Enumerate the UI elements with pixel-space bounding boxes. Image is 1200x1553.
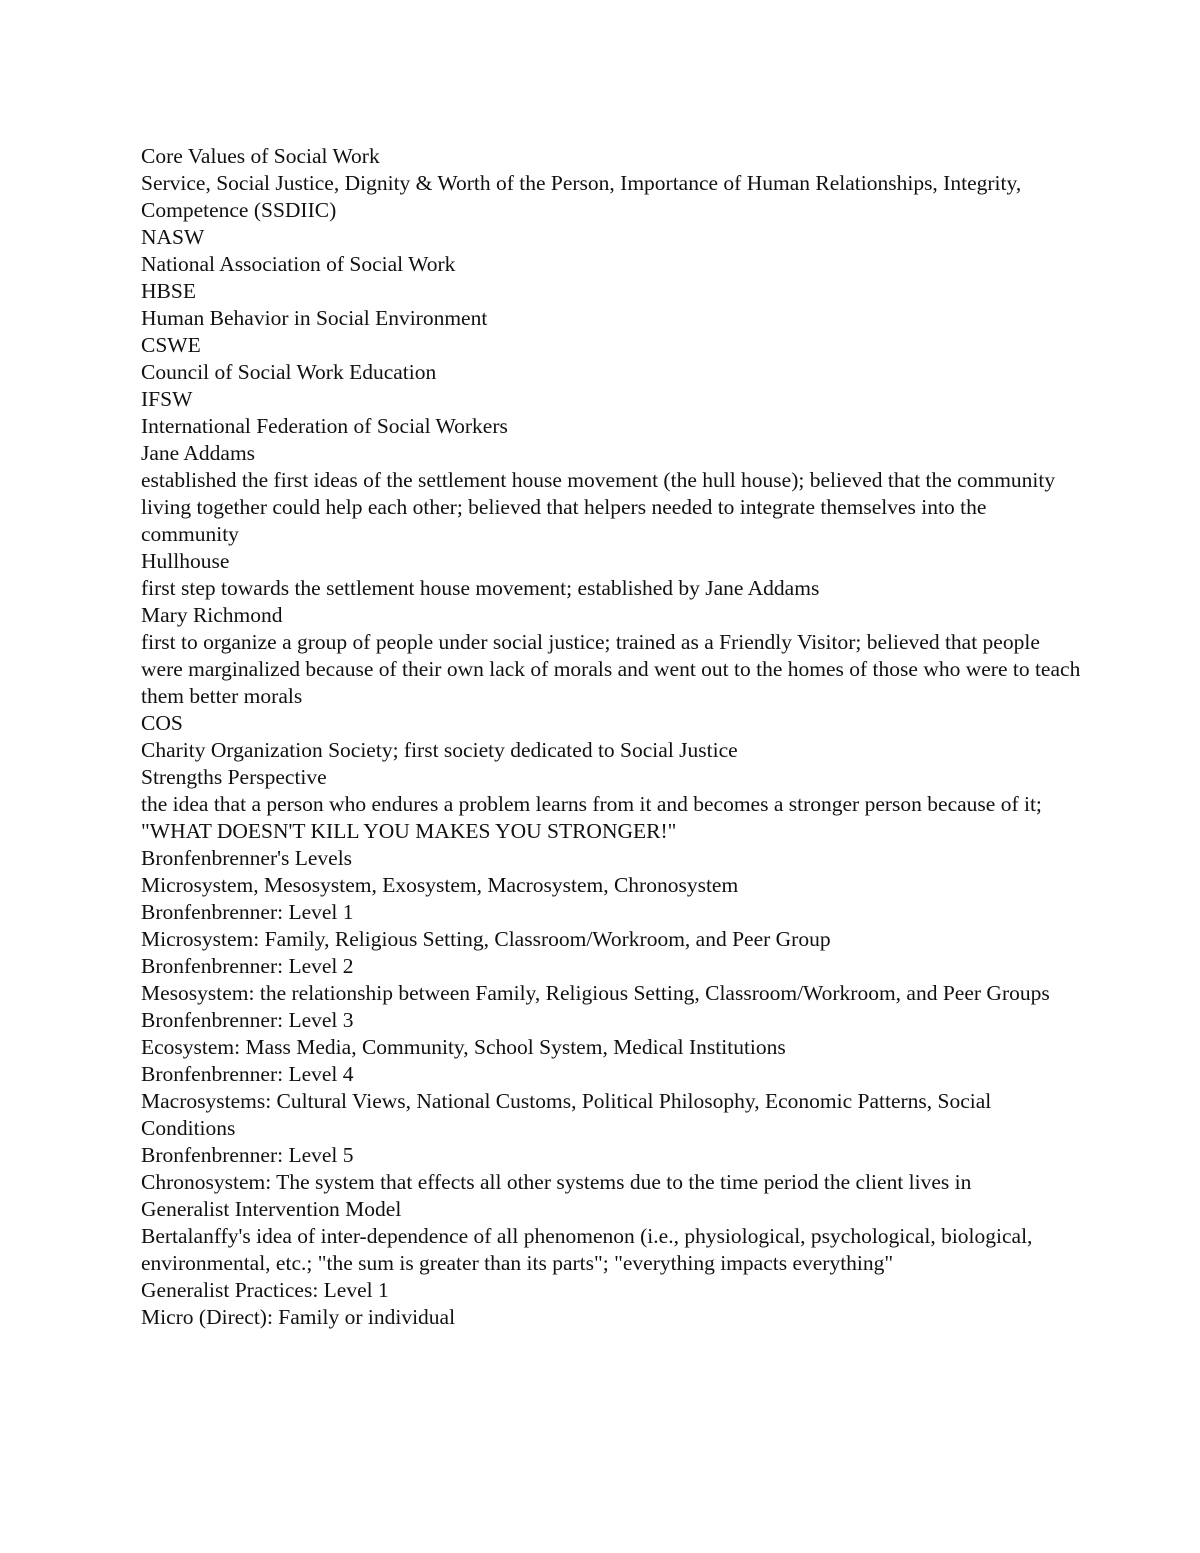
term: COS: [141, 711, 183, 735]
term: Generalist Intervention Model: [141, 1197, 402, 1221]
definition: Mesosystem: the relationship between Family, Religious Setting, Classroom/Workroom, and Peer Groups: [141, 981, 1050, 1005]
entry-hbse: [141, 278, 1081, 332]
term: Generalist Practices: Level 1: [141, 1278, 389, 1302]
entry-bronfenbrenner-level-3: [141, 1007, 1081, 1061]
entry-hullhouse: [141, 548, 1081, 602]
definition: International Federation of Social Workers: [141, 414, 508, 438]
term: Bronfenbrenner: Level 5: [141, 1143, 354, 1167]
definition: the idea that a person who endures a problem learns from it and becomes a stronger person because of it; "WHAT DOESN'T KILL YOU MAKES YOU STRONGER!": [141, 792, 1042, 843]
definition: Service, Social Justice, Dignity & Worth of the Person, Importance of Human Relationships, Integrity, Competence (SSDIIC): [141, 171, 1022, 222]
definition: Charity Organization Society; first society dedicated to Social Justice: [141, 738, 738, 762]
term: IFSW: [141, 387, 193, 411]
term: Hullhouse: [141, 549, 230, 573]
entry-bronfenbrenner-level-2: [141, 953, 1081, 1007]
term: Bronfenbrenner: Level 2: [141, 954, 354, 978]
definition: Council of Social Work Education: [141, 360, 437, 384]
term: CSWE: [141, 333, 201, 357]
term: Strengths Perspective: [141, 765, 327, 789]
entry-jane-addams: [141, 440, 1081, 548]
document-page: [141, 143, 1081, 1331]
entry-ifsw: [141, 386, 1081, 440]
term: NASW: [141, 225, 205, 249]
term: Bronfenbrenner: Level 1: [141, 900, 354, 924]
definition: Chronosystem: The system that effects all other systems due to the time period the client lives in: [141, 1170, 972, 1194]
entry-strengths-perspective: [141, 764, 1081, 845]
entry-mary-richmond: [141, 602, 1081, 710]
term: Core Values of Social Work: [141, 144, 380, 168]
entry-bronfenbrenner-levels: [141, 845, 1081, 899]
definition: Human Behavior in Social Environment: [141, 306, 488, 330]
entry-cos: [141, 710, 1081, 764]
term: Bronfenbrenner: Level 3: [141, 1008, 354, 1032]
entry-cswe: [141, 332, 1081, 386]
definition: National Association of Social Work: [141, 252, 456, 276]
term: Mary Richmond: [141, 603, 283, 627]
entry-generalist-intervention-model: [141, 1196, 1081, 1277]
term: HBSE: [141, 279, 196, 303]
definition: Microsystem: Family, Religious Setting, Classroom/Workroom, and Peer Group: [141, 927, 831, 951]
definition: Microsystem, Mesosystem, Exosystem, Macrosystem, Chronosystem: [141, 873, 739, 897]
entry-core-values: [141, 143, 1081, 224]
entry-bronfenbrenner-level-4: [141, 1061, 1081, 1142]
term: Bronfenbrenner: Level 4: [141, 1062, 354, 1086]
term: Jane Addams: [141, 441, 256, 465]
definition: Ecosystem: Mass Media, Community, School System, Medical Institutions: [141, 1035, 786, 1059]
definition: first step towards the settlement house movement; established by Jane Addams: [141, 576, 820, 600]
definition: established the first ideas of the settlement house movement (the hull house); believed that the community living together could help each other; believed that helpers needed to integrate themselves into the community: [141, 468, 1056, 546]
definition: first to organize a group of people under social justice; trained as a Friendly Visitor; believed that people were marginalized because of their own lack of morals and went out to the homes of those who were to teach them better morals: [141, 630, 1081, 708]
definition: Micro (Direct): Family or individual: [141, 1305, 456, 1329]
entry-bronfenbrenner-level-1: [141, 899, 1081, 953]
definition: Macrosystems: Cultural Views, National Customs, Political Philosophy, Economic Patterns, Social Conditions: [141, 1089, 992, 1140]
term: Bronfenbrenner's Levels: [141, 846, 353, 870]
entry-bronfenbrenner-level-5: [141, 1142, 1081, 1196]
entry-generalist-practices-level-1: [141, 1277, 1081, 1331]
entry-nasw: [141, 224, 1081, 278]
definition: Bertalanffy's idea of inter-dependence of all phenomenon (i.e., physiological, psychological, biological, environmental, etc.; "the sum is greater than its parts"; "everything impacts everything": [141, 1224, 1033, 1275]
